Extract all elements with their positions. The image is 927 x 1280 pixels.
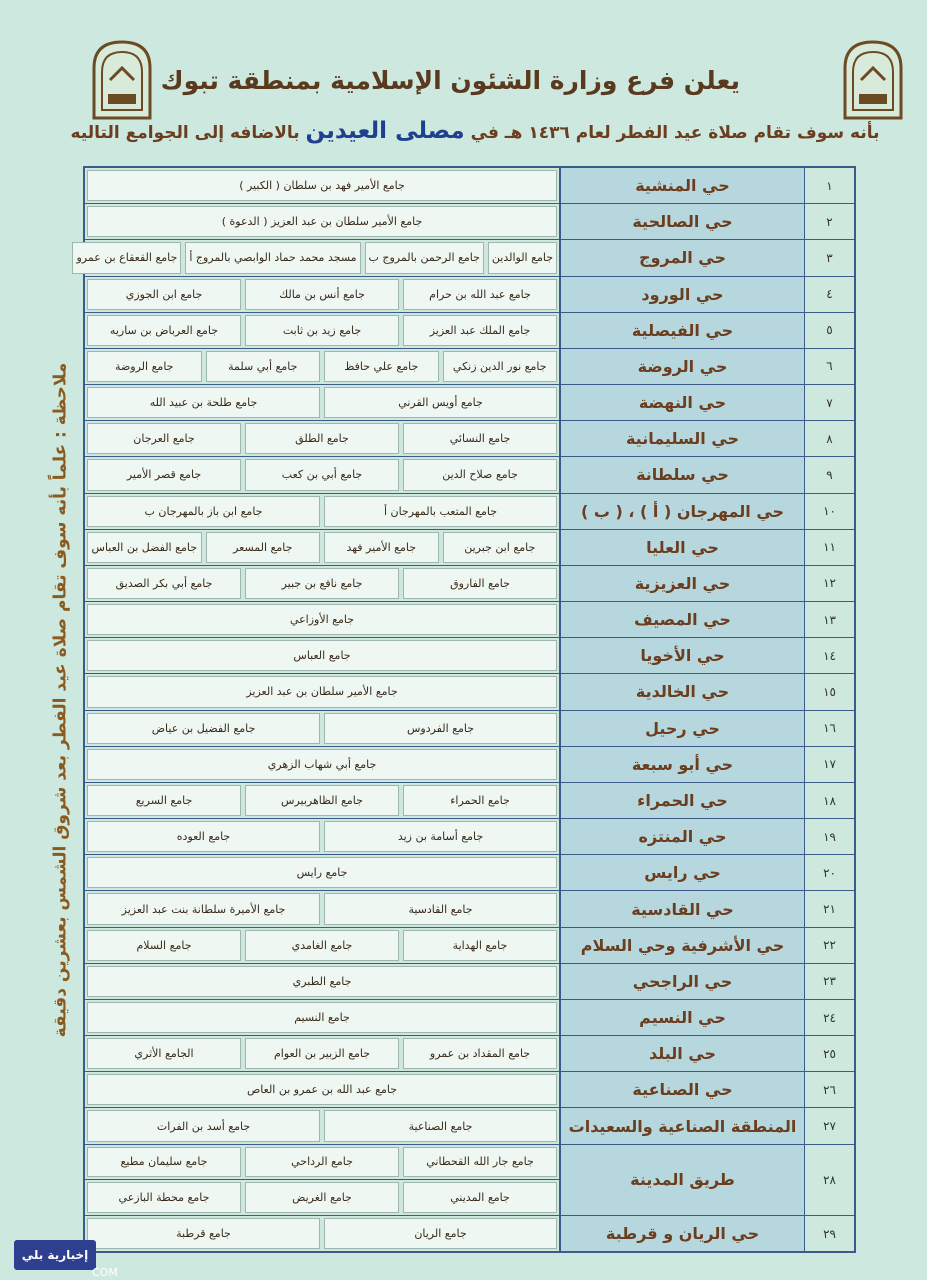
row-number: ٢٩ [804,1216,854,1251]
mosque-line [85,747,559,782]
mosque-line [85,1179,559,1215]
row-number: ١٦ [804,711,854,746]
row-number: ٢٥ [804,1036,854,1071]
district-name: حي السليمانية [559,421,804,456]
mosque-name: جامع أسامة بن زيد [324,821,557,852]
mosque-list [85,783,559,818]
mosque-line [85,819,559,854]
mosque-line [85,964,559,999]
row-number: ١١ [804,530,854,565]
row-number: ٢١ [804,891,854,926]
table-row [85,928,854,964]
mosque-name: جامع محطة البازعي [87,1182,241,1213]
mosque-name: جامع جار الله القحطاني [403,1147,557,1178]
watermark-logo: إخبارية بلي [14,1240,96,1270]
mosque-name: جامع الأمير سلطان بن عبد العزيز ( الدعوة ) [87,206,557,237]
mosque-name: جامع ابن جبرين [443,532,558,563]
mosque-name: جامع المتعب بالمهرجان أ [324,496,557,527]
row-number: ٦ [804,349,854,384]
mosque-name: جامع أويس القرني [324,387,557,418]
table-row [76,240,854,276]
mosque-name: جامع الزبير بن العوام [245,1038,399,1069]
mosque-list [85,421,559,456]
mosque-name: جامع رايس [87,857,557,888]
row-number: ٢٣ [804,964,854,999]
mosque-list [85,313,559,348]
mosque-line [85,711,559,746]
mosque-name: جامع العرجان [87,423,241,454]
table-row [85,674,854,710]
row-number: ١٢ [804,566,854,601]
mosque-line [85,638,559,673]
district-name: حي العزيزية [559,566,804,601]
mosque-name: جامع القعقاع بن عمرو [72,242,181,273]
mosque-list [85,530,559,565]
row-number: ٢٢ [804,928,854,963]
district-name: حي الفيصلية [559,313,804,348]
row-number: ٢٤ [804,1000,854,1035]
mosque-name: جامع الفاروق [403,568,557,599]
district-name: حي الريان و قرطبة [559,1216,804,1251]
mosque-name: جامع المقداد بن عمرو [403,1038,557,1069]
district-name: حي النسيم [559,1000,804,1035]
mosque-name: جامع علي حافظ [324,351,439,382]
table-row [85,566,854,602]
table-row [85,964,854,1000]
table-row [85,711,854,747]
mosque-name: جامع أبي شهاب الزهري [87,749,557,780]
mosque-name: الجامع الأثري [87,1038,241,1069]
mosque-name: جامع طلحة بن عبيد الله [87,387,320,418]
row-number: ٢٨ [804,1145,854,1215]
side-note-text: ملاحظة : علماً بأنه سوف تقام صلاة عيد الفطر بعد شروق الشمس بعشرين دقيقة [49,362,70,1038]
mosque-line [85,566,559,601]
table-row [85,385,854,421]
mosque-name: جامع أبي بن كعب [245,459,399,490]
district-name: حي رحيل [559,711,804,746]
mosque-list [85,638,559,673]
district-name: حي المصيف [559,602,804,637]
row-number: ١٥ [804,674,854,709]
mosque-name: جامع عبد الله بن عمرو بن العاص [87,1074,557,1105]
mosque-line [85,1036,559,1071]
mosque-list [85,1216,559,1251]
mosque-list [85,1000,559,1035]
subtitle-text-b: بالاضافه إلى الجوامع التاليه [70,123,300,143]
mosque-list [85,277,559,312]
mosque-line [85,1108,559,1143]
mosque-name: جامع السريع [87,785,241,816]
mosque-name: جامع القادسية [324,893,557,924]
row-number: ١٣ [804,602,854,637]
district-name: حي المنتزه [559,819,804,854]
mosque-list [85,711,559,746]
mosque-line [85,1000,559,1035]
mosque-name: جامع أسد بن الفرات [87,1110,320,1141]
mosque-list [85,747,559,782]
mosque-name: جامع الحمراء [403,785,557,816]
mosque-name: جامع الغريض [245,1182,399,1213]
row-number: ٩ [804,457,854,492]
table-row [85,891,854,927]
row-number: ٤ [804,277,854,312]
page-title: يعلن فرع وزارة الشئون الإسلامية بمنطقة تبوك [160,66,740,95]
table-row [85,638,854,674]
table-row [85,783,854,819]
table-row [85,494,854,530]
mosque-name: جامع الأميرة سلطانة بنت عبد العزيز [87,893,320,924]
table-row [85,855,854,891]
mosque-list [85,385,559,420]
mosque-name: جامع الملك عبد العزيز [403,315,557,346]
mosque-line [85,313,559,348]
district-name: حي الحمراء [559,783,804,818]
district-name: حي الراجحي [559,964,804,999]
mosque-name: جامع العباس [87,640,557,671]
table-row [85,1108,854,1144]
watermark-site: COM [92,1266,118,1279]
row-number: ١٨ [804,783,854,818]
mosque-name: جامع زيد بن ثابت [245,315,399,346]
ministry-emblem-icon [841,38,905,120]
row-number: ٨ [804,421,854,456]
table-row [85,349,854,385]
mosque-list [85,204,559,239]
mosque-name: جامع الرداحي [245,1147,399,1178]
mosque-name: جامع سليمان مطيع [87,1147,241,1178]
mosque-name: جامع الروضة [87,351,202,382]
mosque-name: جامع العوده [87,821,320,852]
mosque-name: جامع أبي سلمة [206,351,321,382]
mosque-name: جامع العرباض بن ساريه [87,315,241,346]
mosque-line [85,204,559,239]
mosque-list [85,819,559,854]
mosque-name: جامع النسيم [87,1002,557,1033]
mosque-list [85,1108,559,1143]
mosque-list [85,928,559,963]
mosque-line [85,457,559,492]
row-number: ٢٧ [804,1108,854,1143]
row-number: ١٠ [804,494,854,529]
mosque-list [85,674,559,709]
subtitle-highlight: مصلى العيدين [305,118,465,144]
district-name: حي النهضة [559,385,804,420]
mosque-line [85,891,559,926]
mosque-name: جامع المديني [403,1182,557,1213]
table-row [85,530,854,566]
district-name: حي الصالحية [559,204,804,239]
table-row [85,1216,854,1251]
row-number: ١ [804,168,854,203]
mosque-name: مسجد محمد حماد الوابصي بالمروج أ [185,242,360,273]
row-number: ١٩ [804,819,854,854]
mosque-line [85,1072,559,1107]
mosque-line [85,1145,559,1180]
subtitle-text-a: بأنه سوف تقام صلاة عيد الفطر لعام ١٤٣٦ هـ في [470,123,880,143]
mosque-list [85,964,559,999]
district-name: حي البلد [559,1036,804,1071]
side-note [40,340,80,1060]
district-name: حي القادسية [559,891,804,926]
row-number: ٢٦ [804,1072,854,1107]
row-number: ١٤ [804,638,854,673]
page-subtitle [40,118,910,144]
district-name: حي المهرجان ( أ ) ، ( ب ) [559,494,804,529]
table-row [85,204,854,240]
table-row [85,168,854,204]
mosque-list [85,168,559,203]
district-name: المنطقة الصناعية والسعيدات [559,1108,804,1143]
ministry-emblem-icon [90,38,154,120]
mosque-name: جامع الظاهربيرس [245,785,399,816]
mosque-list [85,1036,559,1071]
mosque-name: جامع الأوزاعي [87,604,557,635]
mosque-name: جامع قصر الأمير [87,459,241,490]
mosque-name: جامع نافع بن جبير [245,568,399,599]
mosque-name: جامع الأمير سلطان بن عبد العزيز [87,676,557,707]
mosque-name: جامع الوالدين [488,242,557,273]
mosque-list [85,349,559,384]
district-name: حي الخالدية [559,674,804,709]
district-name: حي سلطانة [559,457,804,492]
mosque-line [85,783,559,818]
table-row [85,1036,854,1072]
mosque-table [76,166,856,1253]
district-name: حي الروضة [559,349,804,384]
district-name: حي الأخويا [559,638,804,673]
mosque-line [85,674,559,709]
table-row [85,457,854,493]
mosque-line [85,494,559,529]
mosque-name: جامع الريان [324,1218,557,1249]
mosque-line [85,1216,559,1251]
mosque-name: جامع الأمير فهد [324,532,439,563]
table-row [85,602,854,638]
mosque-list [85,855,559,890]
row-number: ١٧ [804,747,854,782]
mosque-name: جامع الأمير فهد بن سلطان ( الكبير ) [87,170,557,201]
mosque-line [76,240,559,275]
mosque-name: جامع الغامدي [245,930,399,961]
mosque-name: جامع الهداية [403,930,557,961]
mosque-name: جامع الصناعية [324,1110,557,1141]
mosque-name: جامع النسائي [403,423,557,454]
mosque-name: جامع الفردوس [324,713,557,744]
table-row [85,747,854,783]
mosque-name: جامع صلاح الدين [403,459,557,490]
district-name: حي الورود [559,277,804,312]
mosque-name: جامع ابن الجوزي [87,279,241,310]
table-row [85,819,854,855]
row-number: ٧ [804,385,854,420]
row-number: ٥ [804,313,854,348]
mosque-line [85,385,559,420]
mosque-list [85,457,559,492]
mosque-line [85,855,559,890]
mosque-name: جامع المسعر [206,532,321,563]
district-name: حي العليا [559,530,804,565]
mosque-list [85,602,559,637]
mosque-list [85,891,559,926]
mosque-line [85,421,559,456]
mosque-name: جامع عبد الله بن حرام [403,279,557,310]
table-row [85,421,854,457]
district-name: حي الصناعية [559,1072,804,1107]
row-number: ٣ [804,240,854,275]
mosque-name: جامع الفضل بن العباس [87,532,202,563]
mosque-list [85,494,559,529]
mosque-name: جامع الرحمن بالمروج ب [365,242,484,273]
mosque-name: جامع الطبري [87,966,557,997]
mosque-name: جامع أبي بكر الصديق [87,568,241,599]
table-row [85,277,854,313]
mosque-line [85,349,559,384]
mosque-name: جامع ابن باز بالمهرجان ب [87,496,320,527]
mosque-list [76,240,559,275]
table-row [85,1000,854,1036]
mosque-list [85,1072,559,1107]
table-row [85,313,854,349]
district-name: حي المروج [559,240,804,275]
mosque-name: جامع أنس بن مالك [245,279,399,310]
table-row [85,1072,854,1108]
table-row [85,1145,854,1216]
mosque-name: جامع قرطبة [87,1218,320,1249]
district-name: حي الأشرفية وحي السلام [559,928,804,963]
mosque-list [85,1145,559,1215]
mosque-line [85,602,559,637]
mosque-name: جامع الفضيل بن عياض [87,713,320,744]
mosque-line [85,277,559,312]
row-number: ٢٠ [804,855,854,890]
district-name: طريق المدينة [559,1145,804,1215]
district-name: حي أبو سبعة [559,747,804,782]
district-name: حي رايس [559,855,804,890]
mosque-line [85,928,559,963]
mosque-list [85,566,559,601]
mosque-name: جامع نور الدين زنكي [443,351,558,382]
row-number: ٢ [804,204,854,239]
mosque-name: جامع السلام [87,930,241,961]
district-name: حي المنشية [559,168,804,203]
mosque-name: جامع الطلق [245,423,399,454]
mosque-line [85,168,559,203]
mosque-line [85,530,559,565]
